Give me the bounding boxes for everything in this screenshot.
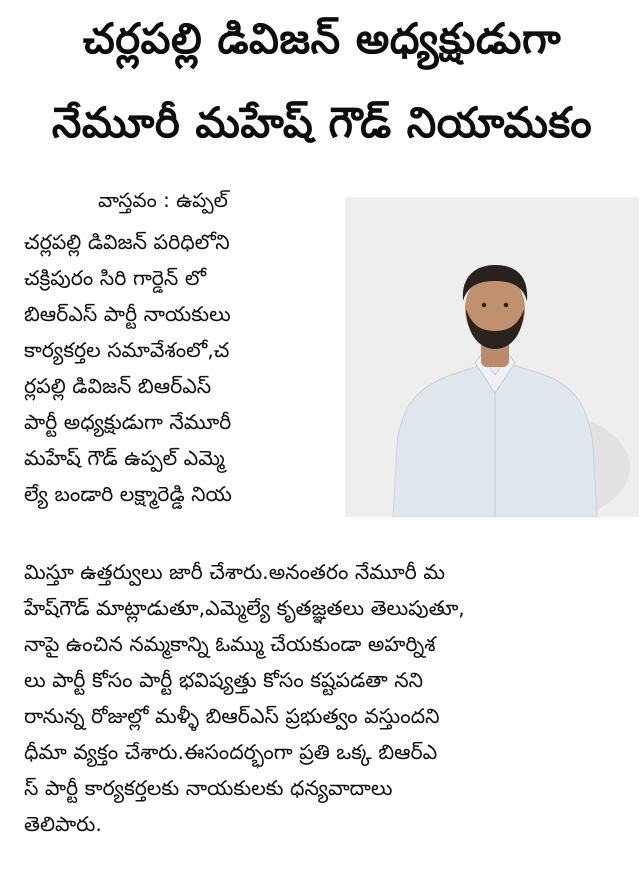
body-narrow-line: కార్యకర్తల సమావేశంలో,చ [24,338,230,362]
body-wide-line: మిస్తూ ఉత్తర్వులు జారీ చేశారు.అనంతరం నేమూరీ మ [24,560,446,584]
body-wide-line: స్ పార్టీ కార్యకర్తలకు నాయకులకు ధన్యవాదాలు [24,776,393,800]
headline-line-2: నేమూరీ మహేష్ గౌడ్ నియామకం [51,98,593,147]
body-narrow-line: చక్రిపురం సిరి గార్డెన్ లో [24,266,206,290]
eye-right [504,303,508,307]
body-wide-line: ధీమా వ్యక్తం చేశారు.ఈసందర్భంగా ప్రతి ఒక్క బిఆర్ఎ [24,740,438,764]
body-wide-line: లు పార్టీ కోసం పార్టీ భవిష్యత్తు కోసం కష్టపడతా నని [24,668,423,692]
body-narrow-line: చర్లపల్లి డివిజన్ పరిధిలోని [24,230,230,254]
body-narrow-line: బిఆర్ఎస్ పార్టీ నాయకులు [24,302,231,326]
body-wide-line: తెలిపారు. [24,812,102,836]
portrait-illustration [345,197,639,517]
headline-line-1: చర్లపల్లి డివిజన్ అధ్యక్షుడుగా [82,14,562,63]
body-wide-line: హేష్‌గౌడ్ మాట్లాడుతూ,ఎమ్మెల్యే కృతజ్ఞతలు తెలుపుతూ, [24,596,465,620]
eye-left [482,303,486,307]
body-narrow-line: ల్యే బండారి లక్ష్మారెడ్డి నియ [24,482,232,506]
body-narrow-line: పార్టీ అధ్యక్షుడుగా నేమూరీ [24,410,232,434]
body-wide-line: నాపై ఉంచిన నమ్మకాన్ని ఓమ్ము చేయకుండా అహర్నిశ [24,632,436,656]
portrait-photo [345,197,639,517]
body-narrow-line: మహేష్ గౌడ్ ఉప్పల్ ఎమ్మె [24,446,225,470]
body-narrow-line: ర్లపల్లి డివిజన్ బిఆర్ఎస్ [24,374,212,398]
body-wide-line: రానున్న రోజుల్లో మళ్ళీ బిఆర్ఎస్ ప్రభుత్వం వస్తుందని [24,704,440,728]
byline: వాస్తవం : ఉప్పల్ [98,188,228,212]
